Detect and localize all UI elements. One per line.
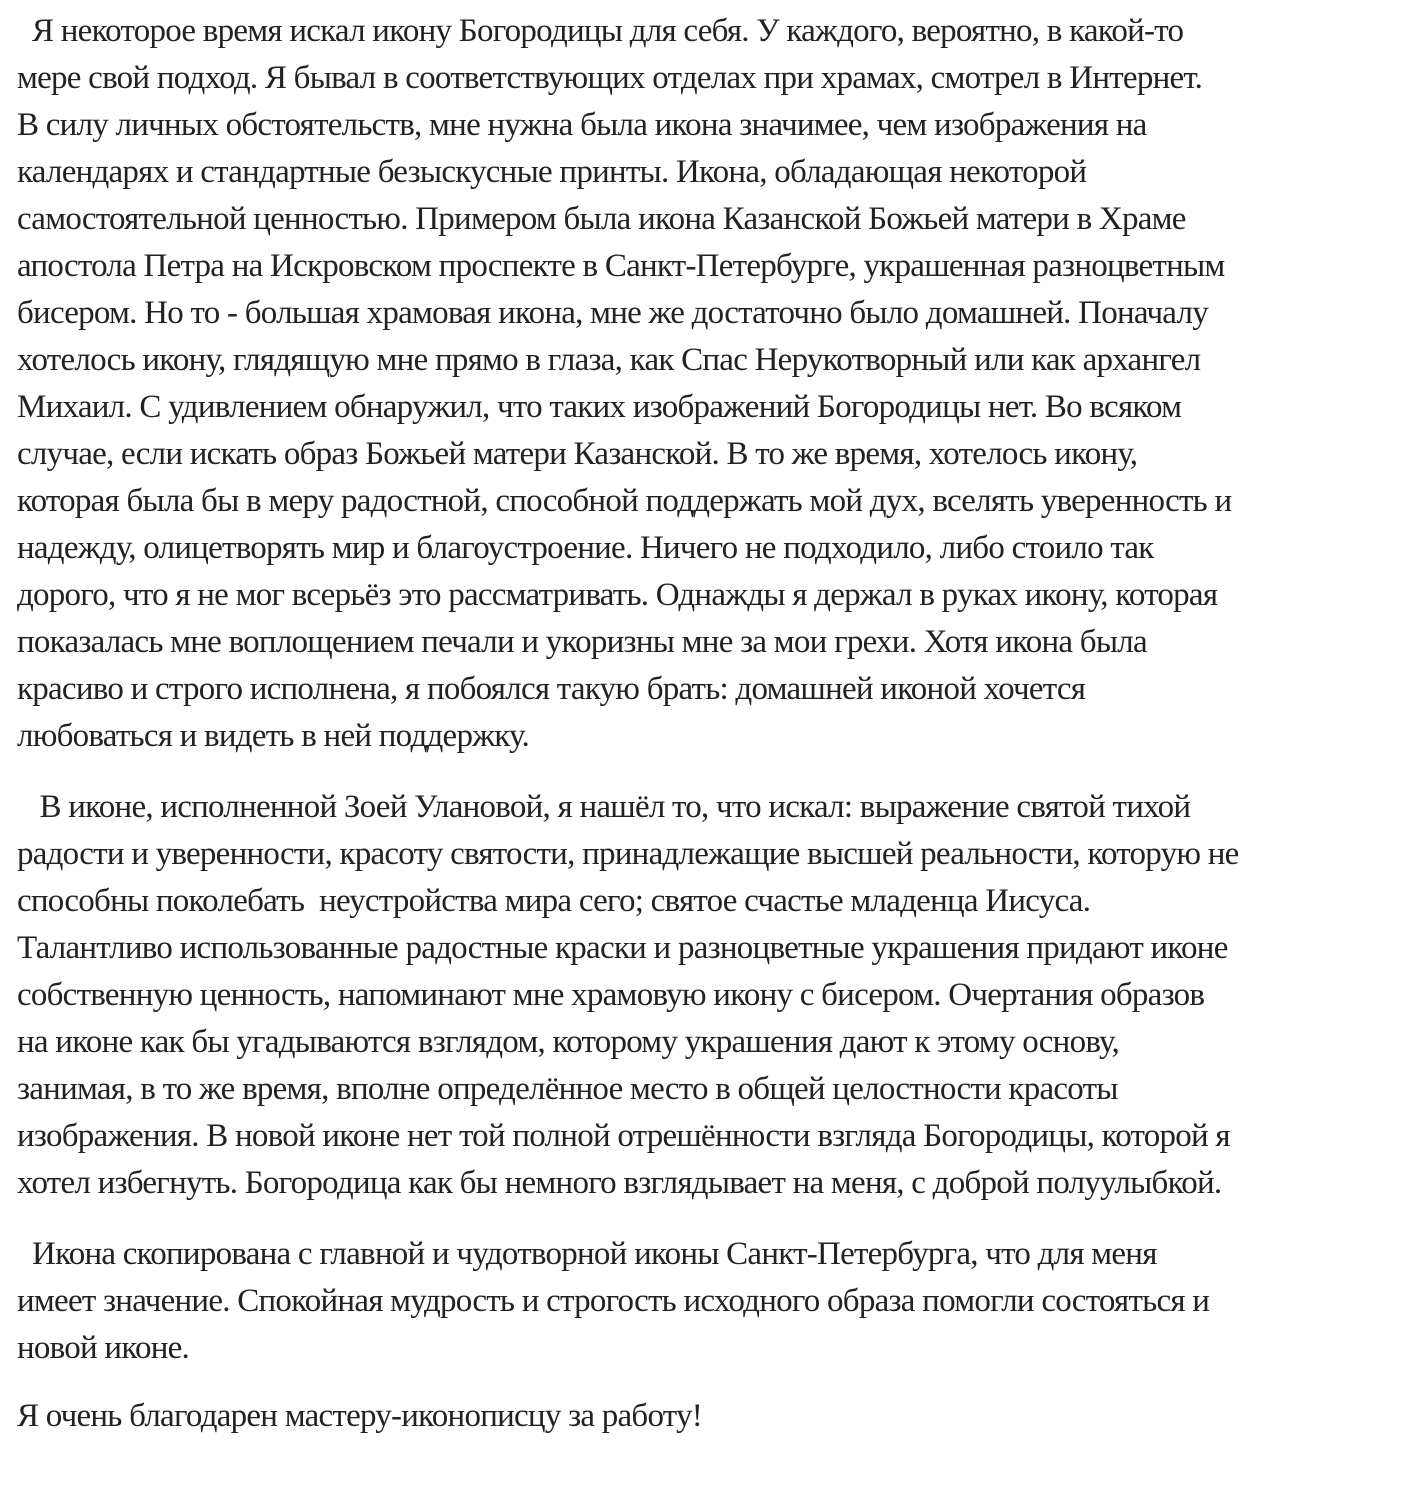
text-line: хотел избегнуть. Богородица как бы немного взглядывает на меня, с доброй полуулыбкой. xyxy=(17,1165,1222,1201)
text-line: Талантливо использованные радостные краски и разноцветные украшения придают иконе xyxy=(17,930,1228,966)
paragraph-1 xyxy=(17,8,1419,760)
text-line: Я некоторое время искал икону Богородицы для себя. У каждого, вероятно, в какой-то xyxy=(17,13,1184,49)
text-line: Я очень благодарен мастеру-иконописцу за работу! xyxy=(17,1398,702,1434)
text-line: апостола Петра на Искровском проспекте в Санкт-Петербурге, украшенная разноцветным xyxy=(17,248,1225,284)
text-line: В силу личных обстоятельств, мне нужна была икона значимее, чем изображения на xyxy=(17,107,1147,143)
text-line: красиво и строго исполнена, я побоялся такую брать: домашней иконой хочется xyxy=(17,671,1086,707)
text-line: занимая, в то же время, вполне определённое место в общей целостности красоты xyxy=(17,1071,1118,1107)
text-line: имеет значение. Спокойная мудрость и строгость исходного образа помогли состояться и xyxy=(17,1283,1210,1319)
text-line: которая была бы в меру радостной, способной поддержать мой дух, вселять уверенность и xyxy=(17,483,1232,519)
paragraph-2 xyxy=(17,784,1419,1207)
text-line: дорого, что я не мог всерьёз это рассматривать. Однажды я держал в руках икону, которая xyxy=(17,577,1218,613)
paragraph-spacer xyxy=(17,1372,1419,1393)
text-line: способны поколебать неустройства мира сего; святое счастье младенца Иисуса. xyxy=(17,883,1091,919)
text-line: надежду, олицетворять мир и благоустроение. Ничего не подходило, либо стоило так xyxy=(17,530,1154,566)
text-line: календарях и стандартные безыскусные принты. Икона, обладающая некоторой xyxy=(17,154,1087,190)
text-line: хотелось икону, глядящую мне прямо в глаза, как Спас Нерукотворный или как архангел xyxy=(17,342,1201,378)
text-line: самостоятельной ценностью. Примером была икона Казанской Божьей матери в Храме xyxy=(17,201,1186,237)
paragraph-4 xyxy=(17,1393,1419,1440)
text-line: В иконе, исполненной Зоей Улановой, я нашёл то, что искал: выражение святой тихой xyxy=(17,789,1191,825)
text-line: собственную ценность, напоминают мне храмовую икону с бисером. Очертания образов xyxy=(17,977,1205,1013)
text-line: радости и уверенности, красоту святости, принадлежащие высшей реальности, которую не xyxy=(17,836,1239,872)
text-line: бисером. Но то - большая храмовая икона, мне же достаточно было домашней. Поначалу xyxy=(17,295,1208,331)
document-body xyxy=(17,8,1419,1440)
paragraph-spacer xyxy=(17,760,1419,784)
text-line: Михаил. С удивлением обнаружил, что таких изображений Богородицы нет. Во всяком xyxy=(17,389,1182,425)
text-line: мере свой подход. Я бывал в соответствующих отделах при храмах, смотрел в Интернет. xyxy=(17,60,1203,96)
text-line: случае, если искать образ Божьей матери Казанской. В то же время, хотелось икону, xyxy=(17,436,1138,472)
text-line: на иконе как бы угадываются взглядом, которому украшения дают к этому основу, xyxy=(17,1024,1119,1060)
paragraph-spacer xyxy=(17,1207,1419,1231)
text-line: изображения. В новой иконе нет той полной отрешённости взгляда Богородицы, которой я xyxy=(17,1118,1230,1154)
paragraph-3 xyxy=(17,1231,1419,1372)
text-line: показалась мне воплощением печали и укоризны мне за мои грехи. Хотя икона была xyxy=(17,624,1147,660)
text-line: новой иконе. xyxy=(17,1330,190,1366)
text-line: любоваться и видеть в ней поддержку. xyxy=(17,718,530,754)
text-line: Икона скопирована с главной и чудотворной иконы Санкт-Петербурга, что для меня xyxy=(17,1236,1157,1272)
